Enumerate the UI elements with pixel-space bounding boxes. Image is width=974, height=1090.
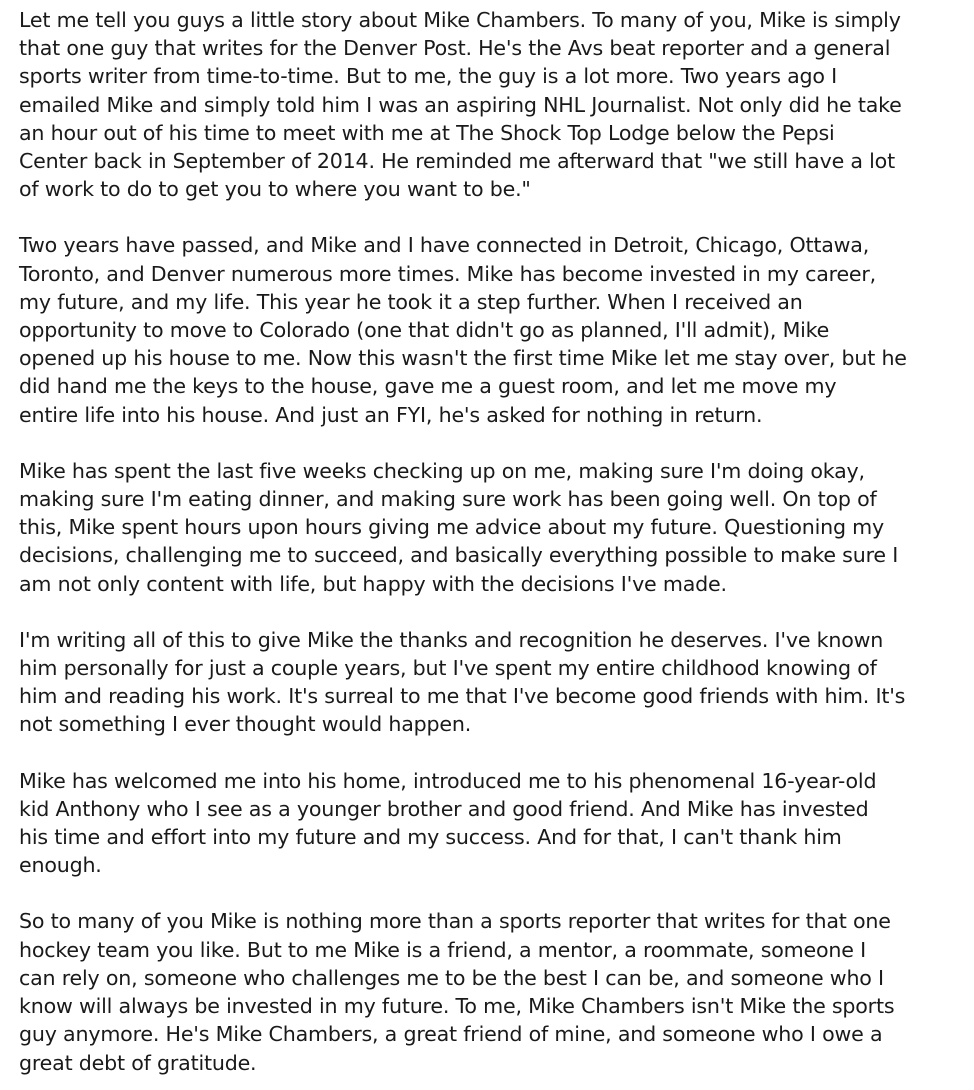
text-line: his time and effort into my future and my success. And for that, I can't thank him [19,825,842,850]
text-line: opportunity to move to Colorado (one that didn't go as planned, I'll admit), Mike [19,318,830,343]
text-line: entire life into his house. And just an FYI, he's asked for nothing in return. [19,402,763,427]
text-line: him and reading his work. It's surreal to me that I've become good friends with him. It's [19,684,906,709]
paragraph-2 [19,231,960,428]
paragraph-4 [19,626,960,739]
text-line: Two years have passed, and Mike and I have connected in Detroit, Chicago, Ottawa, [19,233,870,258]
text-line: kid Anthony who I see as a younger brother and good friend. And Mike has invested [19,796,869,821]
text-line: sports writer from time-to-time. But to me, the guy is a lot more. Two years ago I [19,64,838,89]
text-line: emailed Mike and simply told him I was an aspiring NHL Journalist. Not only did he take [19,92,902,117]
paragraph-3 [19,457,960,598]
text-line: can rely on, someone who challenges me to be the best I can be, and someone who I [19,965,884,990]
text-line: of work to do to get you to where you want to be." [19,177,531,202]
text-line: making sure I'm eating dinner, and making sure work has been going well. On top of [19,487,877,512]
text-line: Let me tell you guys a little story about Mike Chambers. To many of you, Mike is simply [19,8,901,32]
text-line: enough. [19,853,102,878]
text-line: guy anymore. He's Mike Chambers, a great friend of mine, and someone who I owe a [19,1022,883,1047]
text-line: great debt of gratitude. [19,1050,257,1075]
text-line: not something I ever thought would happen. [19,712,472,737]
text-line: hockey team you like. But to me Mike is a friend, a mentor, a roommate, someone I [19,937,866,962]
text-line: this, Mike spent hours upon hours giving me advice about my future. Questioning my [19,515,885,540]
text-line: Center back in September of 2014. He reminded me afterward that "we still have a lot [19,149,895,174]
text-line: So to many of you Mike is nothing more than a sports reporter that writes for that one [19,909,891,934]
text-line: my future, and my life. This year he took it a step further. When I received an [19,289,803,314]
text-line: decisions, challenging me to succeed, and basically everything possible to make sure I [19,543,899,568]
text-line: did hand me the keys to the house, gave me a guest room, and let me move my [19,374,837,399]
text-line: Mike has welcomed me into his home, introduced me to his phenomenal 16-year-old [19,768,877,793]
text-line: that one guy that writes for the Denver Post. He's the Avs beat reporter and a general [19,36,891,61]
text-line: Toronto, and Denver numerous more times. Mike has become invested in my career, [19,261,876,286]
text-line: am not only content with life, but happy with the decisions I've made. [19,571,727,596]
text-line: him personally for just a couple years, but I've spent my entire childhood knowing of [19,656,877,681]
text-line: Mike has spent the last five weeks checking up on me, making sure I'm doing okay, [19,458,865,483]
paragraph-6 [19,907,960,1076]
text-line: know will always be invested in my future. To me, Mike Chambers isn't Mike the sports [19,994,895,1019]
text-line: an hour out of his time to meet with me at The Shock Top Lodge below the Pepsi [19,120,835,145]
text-line: opened up his house to me. Now this wasn't the first time Mike let me stay over, but he [19,346,907,371]
paragraph-1 [19,6,960,203]
text-line: I'm writing all of this to give Mike the thanks and recognition he deserves. I've known [19,627,884,652]
paragraph-5 [19,767,960,880]
